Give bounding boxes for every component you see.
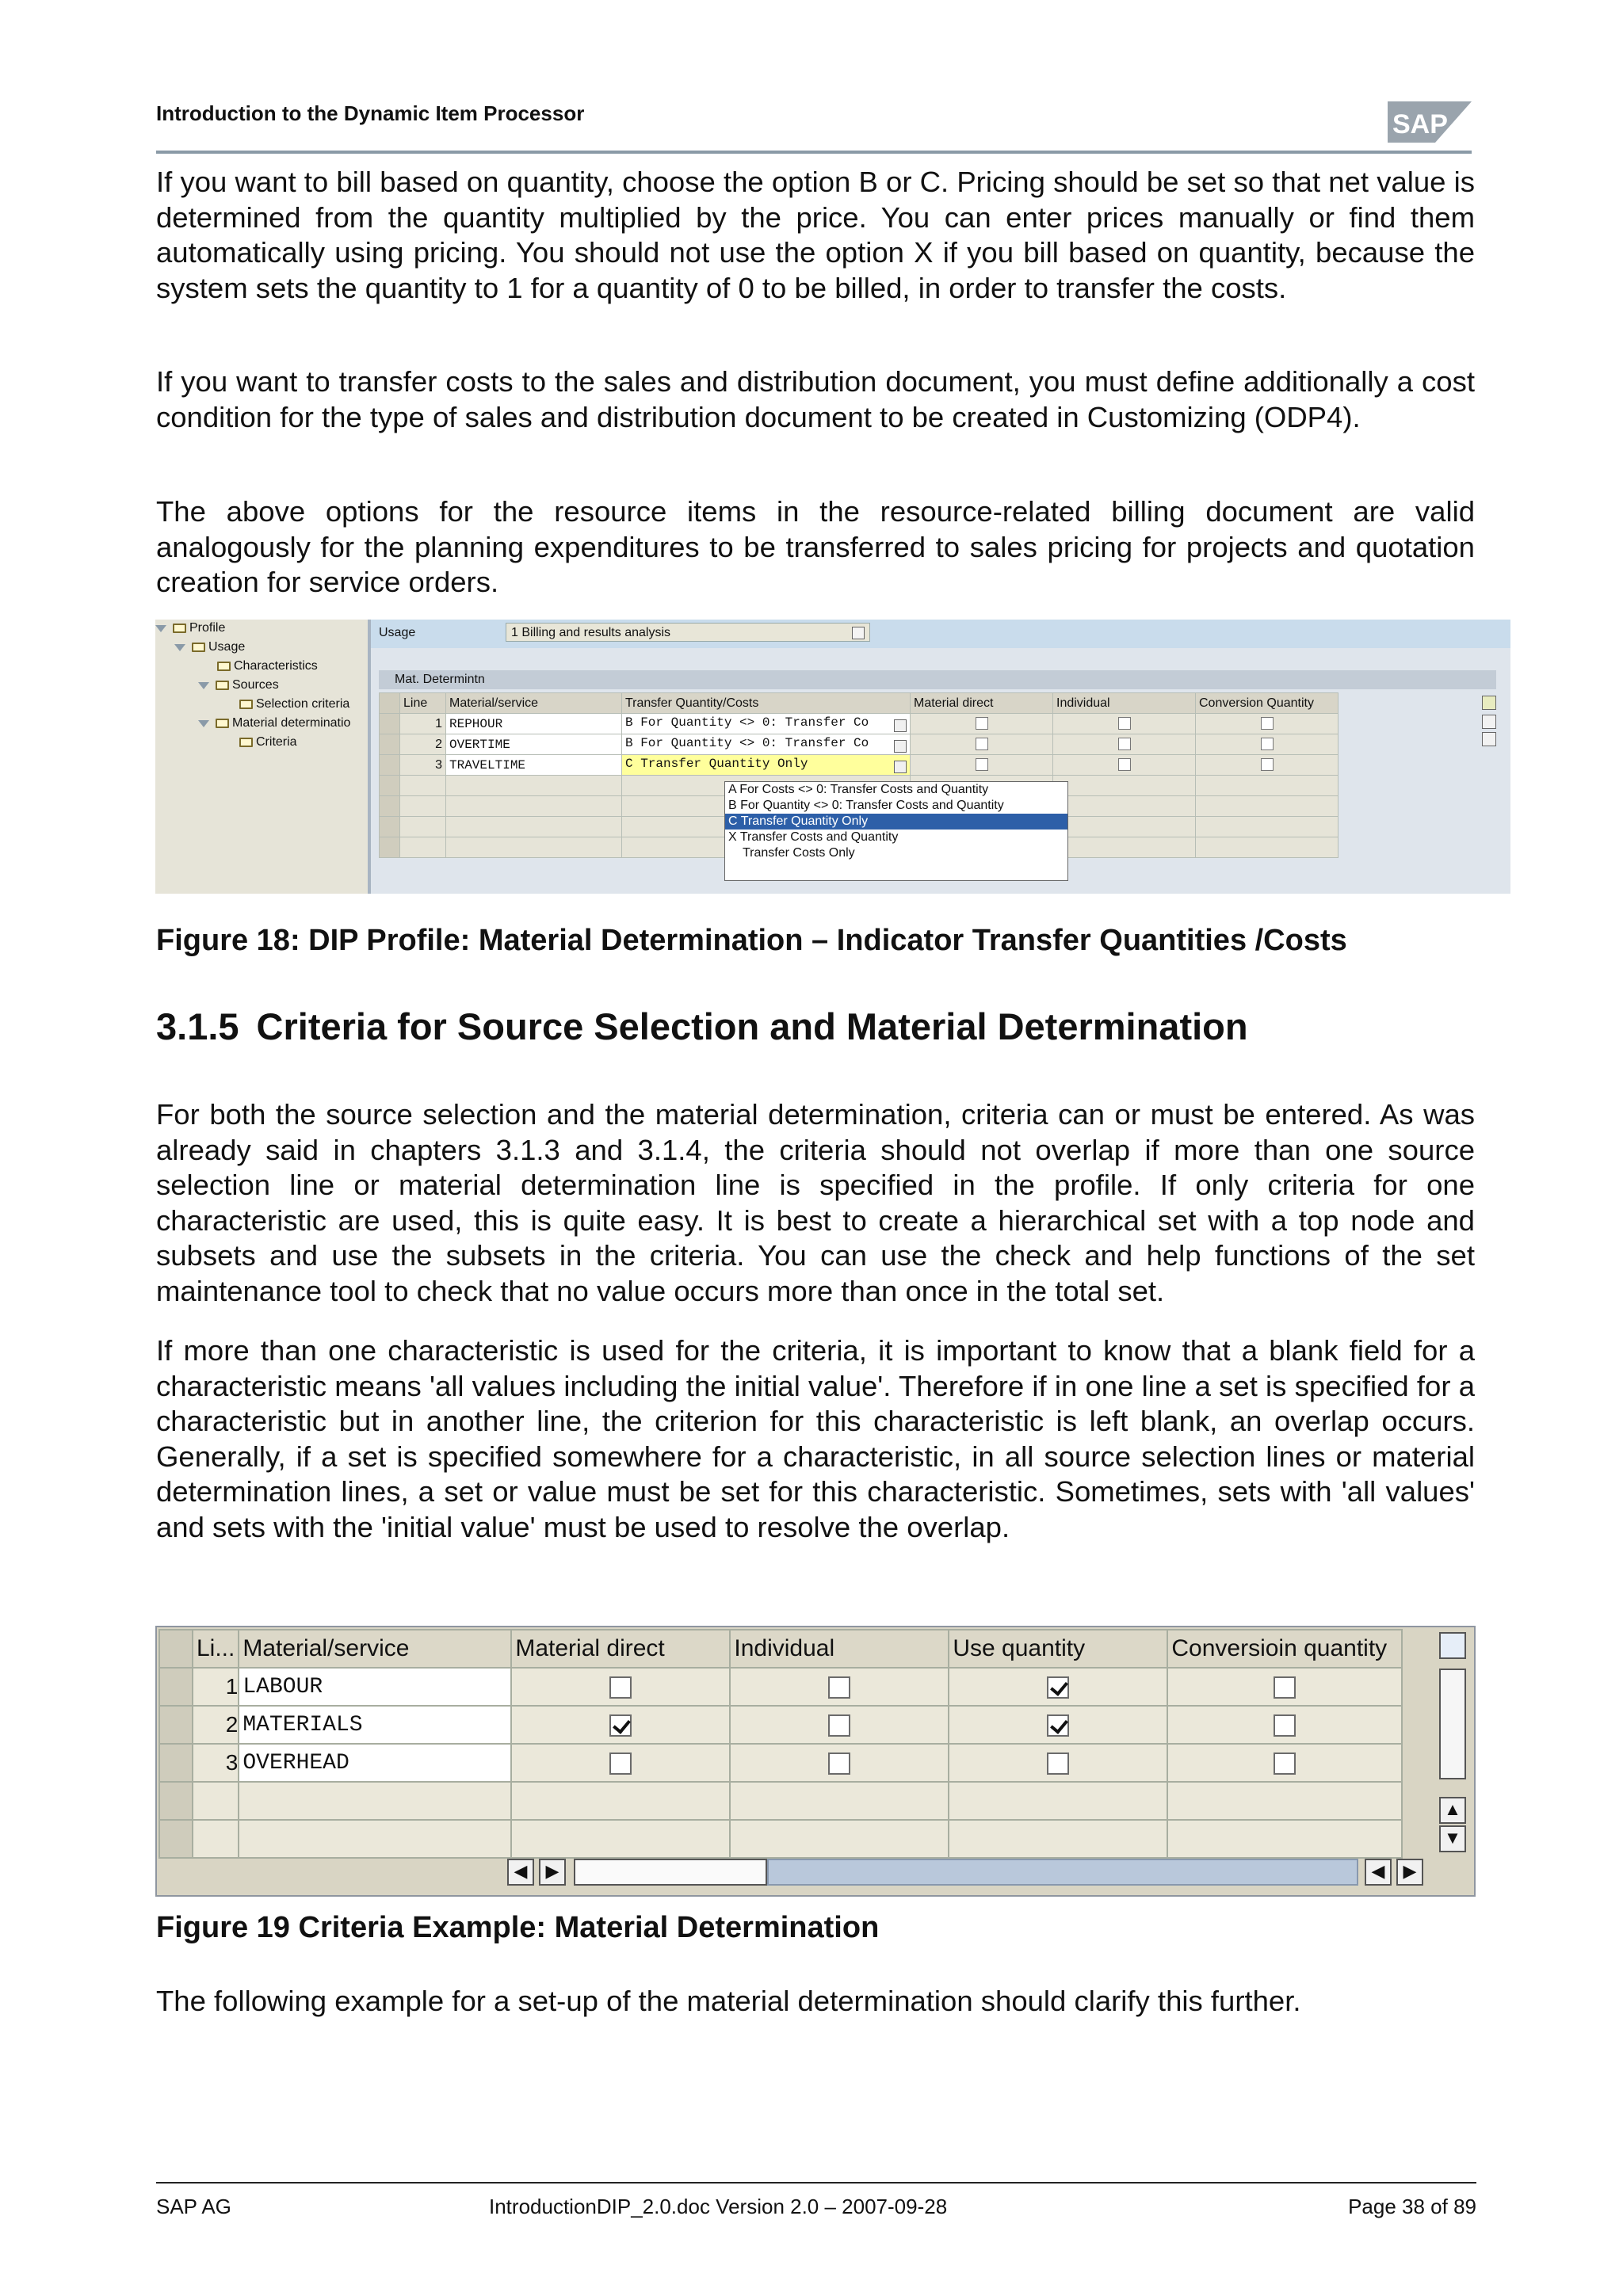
col-use-quantity[interactable]: Use quantity bbox=[949, 1630, 1167, 1668]
page-footer bbox=[156, 2182, 1476, 2218]
column-settings-icon[interactable] bbox=[1439, 1632, 1466, 1659]
mat-determination-tab[interactable]: Mat. Determintn bbox=[379, 670, 1496, 689]
folder-icon bbox=[239, 738, 253, 747]
scroll-right-icon[interactable]: ▶ bbox=[1396, 1859, 1423, 1886]
transfer-cell[interactable]: B For Quantity <> 0: Transfer Co bbox=[622, 734, 911, 755]
criteria-table bbox=[158, 1629, 1403, 1859]
horizontal-scrollbar[interactable] bbox=[507, 1857, 1442, 1889]
dropdown-option[interactable]: Transfer Costs Only bbox=[743, 846, 855, 860]
material-cell[interactable]: OVERHEAD bbox=[239, 1744, 511, 1782]
row-selector[interactable] bbox=[380, 755, 400, 776]
individual-checkbox[interactable] bbox=[1118, 738, 1131, 750]
profile-tree bbox=[155, 620, 371, 894]
individual-checkbox[interactable] bbox=[1118, 758, 1131, 771]
individual-checkbox[interactable] bbox=[828, 1676, 850, 1699]
footer-document: IntroductionDIP_2.0.doc Version 2.0 – 2007-09-28 bbox=[489, 2195, 948, 2218]
expand-icon bbox=[174, 644, 185, 651]
folder-icon bbox=[216, 681, 229, 690]
dropdown-icon bbox=[894, 719, 907, 732]
scroll-up-icon[interactable] bbox=[1482, 715, 1496, 729]
material-cell[interactable]: TRAVELTIME bbox=[446, 755, 622, 776]
scrollbar-thumb[interactable] bbox=[1439, 1669, 1466, 1779]
figure-18-caption: Figure 18: DIP Profile: Material Determination – Indicator Transfer Quantities /Costs bbox=[156, 924, 1347, 957]
material-direct-checkbox[interactable] bbox=[976, 758, 988, 771]
col-material-direct[interactable]: Material direct bbox=[511, 1630, 730, 1668]
table-row bbox=[159, 1782, 1402, 1820]
col-conversion-quantity[interactable]: Conversion Quantity bbox=[1196, 693, 1338, 714]
table-row: 2 OVERTIME B For Quantity <> 0: Transfer Co bbox=[380, 734, 1338, 755]
dropdown-option[interactable]: A For Costs <> 0: Transfer Costs and Quantity bbox=[728, 783, 989, 796]
material-direct-checkbox[interactable] bbox=[976, 717, 988, 730]
table-row bbox=[159, 1820, 1402, 1858]
footer-company: SAP AG bbox=[156, 2195, 231, 2218]
paragraph-transfer-costs: If you want to transfer costs to the sales and distribution document, you must define additionally a cost condition for the type of sales and distribution document to be created in Customizing (ODP4). bbox=[156, 365, 1475, 433]
paragraph-criteria-overlap: For both the source selection and the material determination, criteria can or must be entered. As was already said in chapters 3.1.3 and 3.1.4, the criteria should not overlap if more than one source selection line or material determination line is specified in the profile. If only criteria for one characteristic are used, this is quite easy. It is best to create a hierarchical set with a top node and subsets and use the subsets in the criteria. You can use the check and help functions of the set maintenance tool to check that no value occurs more than once in the total set. bbox=[156, 1098, 1475, 1307]
section-title: Criteria for Source Selection and Material Determination bbox=[256, 1005, 1248, 1047]
scrollbar-track[interactable] bbox=[767, 1859, 1358, 1886]
col-material-service[interactable]: Material/service bbox=[446, 693, 622, 714]
col-line[interactable]: Line bbox=[400, 693, 446, 714]
folder-icon bbox=[217, 662, 231, 671]
tree-node-criteria[interactable]: Criteria bbox=[239, 734, 297, 751]
material-determination-panel bbox=[371, 620, 1510, 894]
folder-icon bbox=[192, 643, 205, 652]
scroll-left-icon[interactable]: ◀ bbox=[1365, 1859, 1392, 1886]
section-heading bbox=[156, 1005, 1248, 1048]
dropdown-option-selected[interactable]: C Transfer Quantity Only bbox=[725, 814, 1067, 830]
usage-bar bbox=[371, 620, 1510, 648]
col-conversion-quantity[interactable]: Conversioin quantity bbox=[1167, 1630, 1402, 1668]
folder-icon bbox=[173, 624, 186, 633]
sap-logo bbox=[1388, 101, 1472, 143]
use-quantity-checkbox-checked[interactable] bbox=[1047, 1676, 1069, 1699]
individual-checkbox[interactable] bbox=[828, 1753, 850, 1775]
row-selector[interactable] bbox=[159, 1668, 193, 1706]
page-header bbox=[156, 101, 1472, 154]
individual-checkbox[interactable] bbox=[1118, 717, 1131, 730]
conversion-quantity-checkbox[interactable] bbox=[1261, 738, 1274, 750]
usage-label: Usage bbox=[379, 626, 416, 639]
expand-icon bbox=[198, 720, 209, 727]
dropdown-icon bbox=[852, 627, 865, 639]
row-selector[interactable] bbox=[159, 1744, 193, 1782]
paragraph-example: The following example for a set-up of the material determination should clarify this further. bbox=[156, 1985, 1301, 2017]
col-individual[interactable]: Individual bbox=[730, 1630, 949, 1668]
material-direct-checkbox[interactable] bbox=[976, 738, 988, 750]
material-cell[interactable]: REPHOUR bbox=[446, 714, 622, 734]
conversion-quantity-checkbox[interactable] bbox=[1274, 1714, 1296, 1737]
col-material-service[interactable]: Material/service bbox=[239, 1630, 511, 1668]
folder-open-icon bbox=[216, 719, 229, 728]
tree-node-sources[interactable]: Sources bbox=[198, 677, 279, 694]
use-quantity-checkbox[interactable] bbox=[1047, 1753, 1069, 1775]
table-row: 3 OVERHEAD bbox=[159, 1744, 1402, 1782]
row-selector-header[interactable] bbox=[159, 1630, 193, 1668]
transfer-cell[interactable]: C Transfer Quantity Only bbox=[622, 755, 911, 776]
vertical-scrollbar[interactable] bbox=[1436, 1629, 1471, 1851]
conversion-quantity-checkbox[interactable] bbox=[1261, 717, 1274, 730]
column-settings-icon[interactable] bbox=[1482, 696, 1496, 710]
row-selector[interactable] bbox=[380, 734, 400, 755]
material-cell[interactable]: OVERTIME bbox=[446, 734, 622, 755]
expand-icon bbox=[198, 682, 209, 689]
dropdown-icon bbox=[894, 761, 907, 773]
scroll-left-icon[interactable]: ◀ bbox=[507, 1859, 534, 1886]
material-direct-checkbox[interactable] bbox=[609, 1676, 632, 1699]
table-row: 3 TRAVELTIME C Transfer Quantity Only bbox=[380, 755, 1338, 776]
tree-node-profile[interactable]: Profile bbox=[155, 620, 225, 637]
conversion-quantity-checkbox[interactable] bbox=[1261, 758, 1274, 771]
col-material-direct[interactable]: Material direct bbox=[911, 693, 1053, 714]
sap-logo-text: SAP bbox=[1392, 109, 1448, 139]
table-row: 1 REPHOUR B For Quantity <> 0: Transfer Co bbox=[380, 714, 1338, 734]
scrollbar-thumb[interactable] bbox=[574, 1859, 767, 1886]
section-number: 3.1.5 bbox=[156, 1005, 239, 1047]
material-direct-checkbox[interactable] bbox=[609, 1753, 632, 1775]
table-row: 2 MATERIALS bbox=[159, 1706, 1402, 1744]
paragraph-blank-field: If more than one characteristic is used for the criteria, it is important to know that a blank field for a characteristic means 'all values including the initial value'. Therefore if in one line a set is specified for a characteristic but in another line, the criterion for this characteristic is left blank, an overlap occurs. Generally, if a set is specified somewhere for a characteristic, in all source selection lines or material determination lines, a set or value must be set for this characteristic. Sometimes, sets with 'all values' and sets with the 'initial value' must be used to resolve the overlap. bbox=[156, 1334, 1475, 1543]
material-cell[interactable]: LABOUR bbox=[239, 1668, 511, 1706]
col-individual[interactable]: Individual bbox=[1053, 693, 1196, 714]
figure-19-caption: Figure 19 Criteria Example: Material Determination bbox=[156, 1911, 880, 1944]
use-quantity-checkbox-checked[interactable] bbox=[1047, 1714, 1069, 1737]
conversion-quantity-checkbox[interactable] bbox=[1274, 1753, 1296, 1775]
transfer-cell[interactable]: B For Quantity <> 0: Transfer Co bbox=[622, 714, 911, 734]
paragraph-resource-items: The above options for the resource items in the resource-related billing document are valid analogously for the planning expenditures to be transferred to sales pricing for projects and quotation creation for service orders. bbox=[156, 495, 1475, 598]
figure-18-screenshot bbox=[155, 620, 1510, 894]
tree-node-selection-criteria[interactable]: Selection criteria bbox=[239, 696, 349, 713]
tree-node-usage[interactable]: Usage bbox=[174, 639, 245, 656]
dropdown-option[interactable]: B For Quantity <> 0: Transfer Costs and Quantity bbox=[728, 799, 1004, 812]
table-row: 1 LABOUR bbox=[159, 1668, 1402, 1706]
transfer-options-dropdown bbox=[724, 781, 1068, 881]
figure-19-screenshot bbox=[155, 1626, 1476, 1897]
individual-checkbox[interactable] bbox=[828, 1714, 850, 1737]
col-line[interactable]: Li... bbox=[193, 1630, 239, 1668]
scroll-down-icon[interactable] bbox=[1482, 732, 1496, 746]
conversion-quantity-checkbox[interactable] bbox=[1274, 1676, 1296, 1699]
paragraph-bill-quantity: If you want to bill based on quantity, choose the option B or C. Pricing should be set so that net value is determined from the quantity multiplied by the price. You can enter prices manually or find them automatically using pricing. You should not use the option X if you bill based on quantity, because the system sets the quantity to 1 for a quantity of 0 to be billed, in order to transfer the costs. bbox=[156, 166, 1475, 304]
folder-icon bbox=[239, 700, 253, 709]
col-transfer-quantity-costs[interactable]: Transfer Quantity/Costs bbox=[622, 693, 911, 714]
scroll-right-icon[interactable]: ▶ bbox=[539, 1859, 566, 1886]
scroll-down-icon[interactable]: ▼ bbox=[1439, 1825, 1466, 1852]
dropdown-option[interactable]: X Transfer Costs and Quantity bbox=[728, 830, 899, 844]
row-selector-header[interactable] bbox=[380, 693, 400, 714]
footer-page-number: Page 38 of 89 bbox=[1348, 2195, 1476, 2218]
scroll-up-icon[interactable]: ▲ bbox=[1439, 1797, 1466, 1824]
expand-icon bbox=[155, 625, 166, 632]
material-cell[interactable]: MATERIALS bbox=[239, 1706, 511, 1744]
dropdown-icon bbox=[894, 740, 907, 753]
row-selector[interactable] bbox=[159, 1706, 193, 1744]
usage-select[interactable]: 1 Billing and results analysis bbox=[506, 623, 870, 642]
tree-node-material-determination[interactable]: Material determinatio bbox=[198, 715, 350, 732]
tree-node-characteristics[interactable]: Characteristics bbox=[217, 658, 318, 675]
row-selector[interactable] bbox=[380, 714, 400, 734]
header-title: Introduction to the Dynamic Item Processor bbox=[156, 101, 585, 125]
material-direct-checkbox-checked[interactable] bbox=[609, 1714, 632, 1737]
